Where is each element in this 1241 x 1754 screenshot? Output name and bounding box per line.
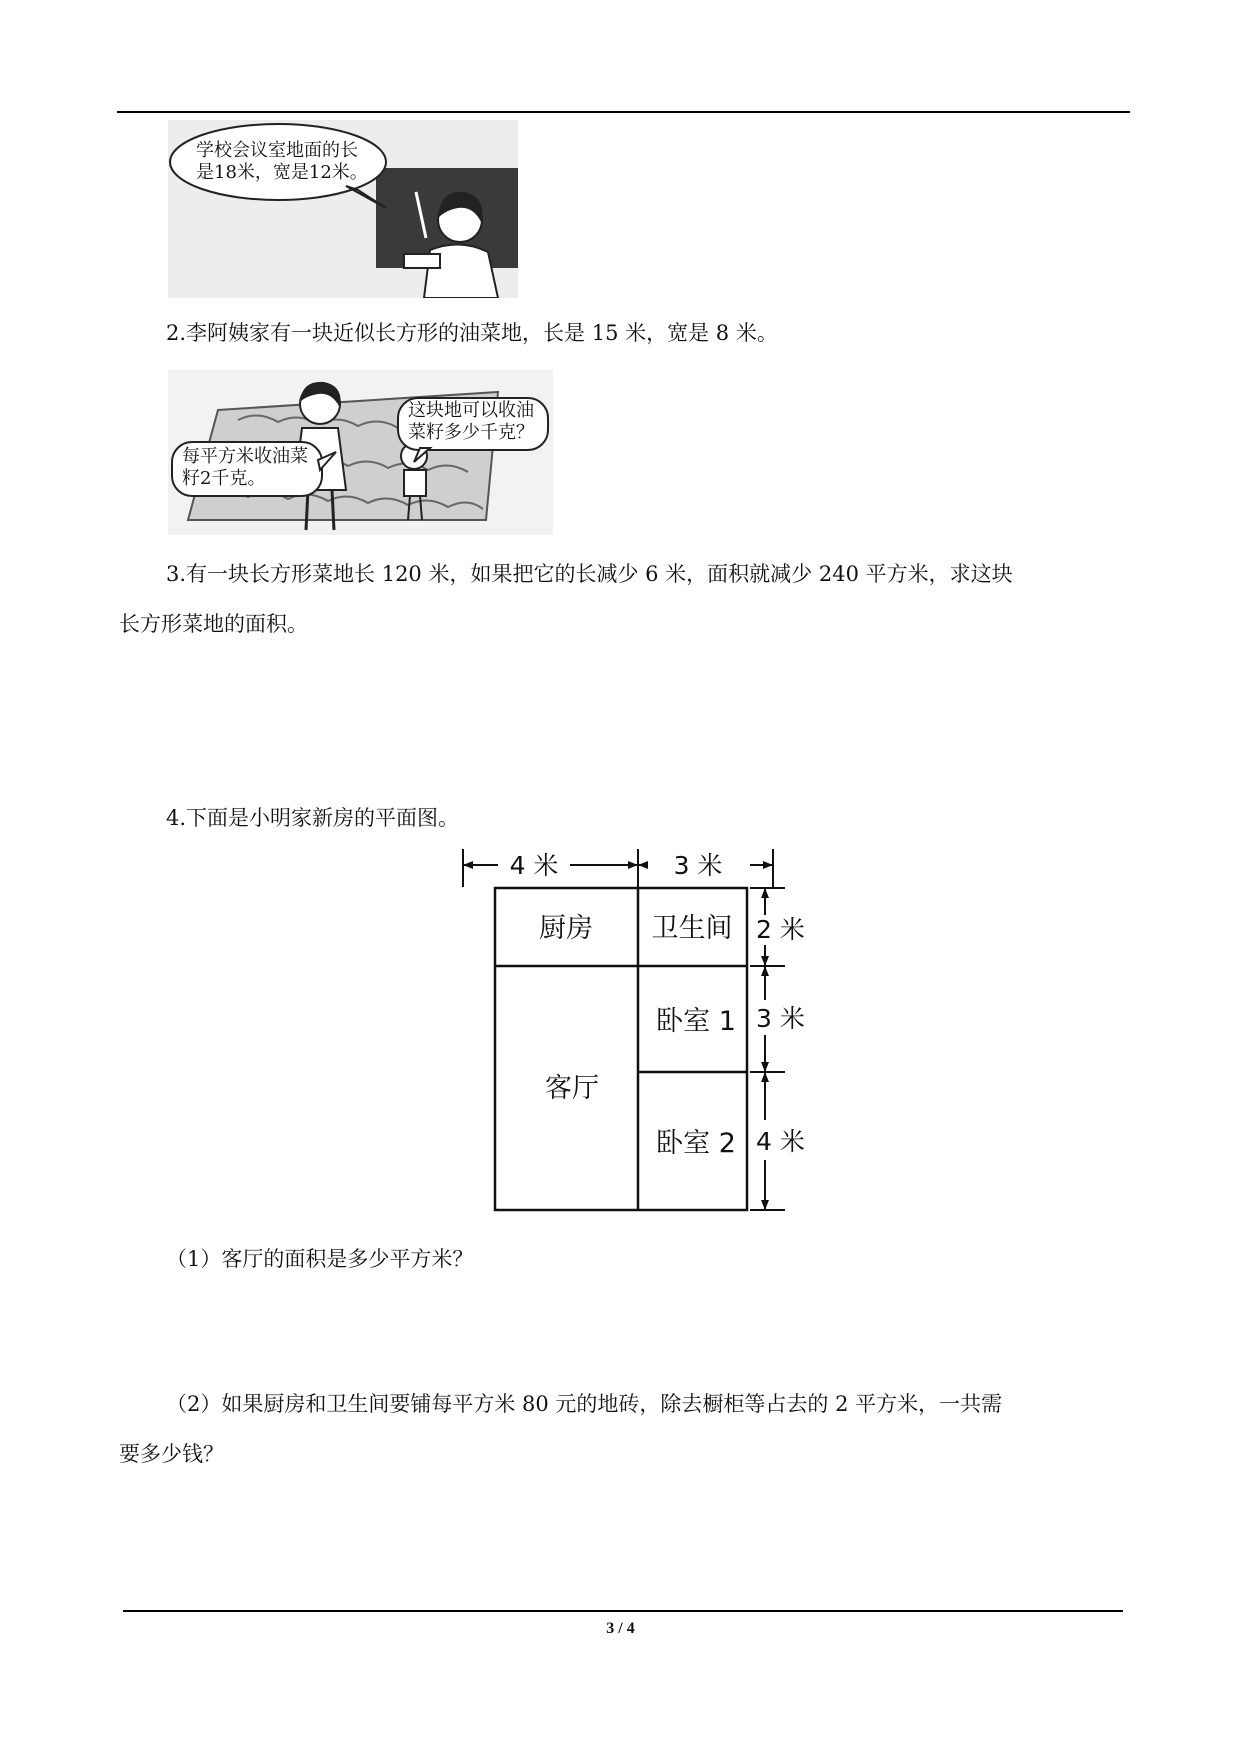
side-dim-3: 4 米 [756, 1127, 805, 1156]
speech-line: 籽2千克。 [182, 468, 266, 489]
question-4-sub-2-line-1: （2）如果厨房和卫生间要铺每平方米 80 元的地砖，除去橱柜等占去的 2 平方米，一共需 [166, 1392, 1003, 1416]
room-living: 客厅 [545, 1073, 599, 1104]
rapeseed-field-illustration [168, 370, 553, 535]
header-rule [117, 111, 1130, 113]
speech-line: 学校会议室地面的长 [196, 140, 358, 161]
speech-line: 是18米，宽是12米。 [196, 162, 368, 183]
footer-rule [123, 1610, 1123, 1612]
room-bedroom-1: 卧室 1 [656, 1006, 736, 1037]
question-4-text: 4.下面是小明家新房的平面图。 [166, 806, 460, 830]
question-4-sub-2-line-2: 要多少钱？ [119, 1442, 224, 1466]
room-kitchen: 厨房 [539, 913, 593, 944]
question-3-line-1: 3.有一块长方形菜地长 120 米，如果把它的长减少 6 米，面积就减少 240 平方米，求这块 [166, 562, 1013, 586]
teacher-illustration [168, 120, 518, 298]
top-dim-right: 3 米 [673, 851, 723, 880]
speech-line: 菜籽多少千克？ [408, 422, 534, 443]
room-bedroom-2: 卧室 2 [656, 1128, 736, 1159]
speech-line: 每平方米收油菜 [182, 446, 308, 467]
question-3-line-2: 长方形菜地的面积。 [119, 612, 308, 636]
page-number: 3 / 4 [606, 1620, 635, 1637]
side-dim-1: 2 米 [756, 915, 805, 944]
question-4-sub-1: （1）客厅的面积是多少平方米？ [166, 1247, 474, 1271]
side-dim-2: 3 米 [756, 1004, 805, 1033]
speech-line: 这块地可以收油 [408, 400, 534, 421]
question-2-text: 2.李阿姨家有一块近似长方形的油菜地，长是 15 米，宽是 8 米。 [166, 321, 778, 345]
top-dim-left: 4 米 [509, 851, 559, 880]
floor-plan [440, 845, 820, 1220]
room-bathroom: 卫生间 [651, 913, 733, 944]
